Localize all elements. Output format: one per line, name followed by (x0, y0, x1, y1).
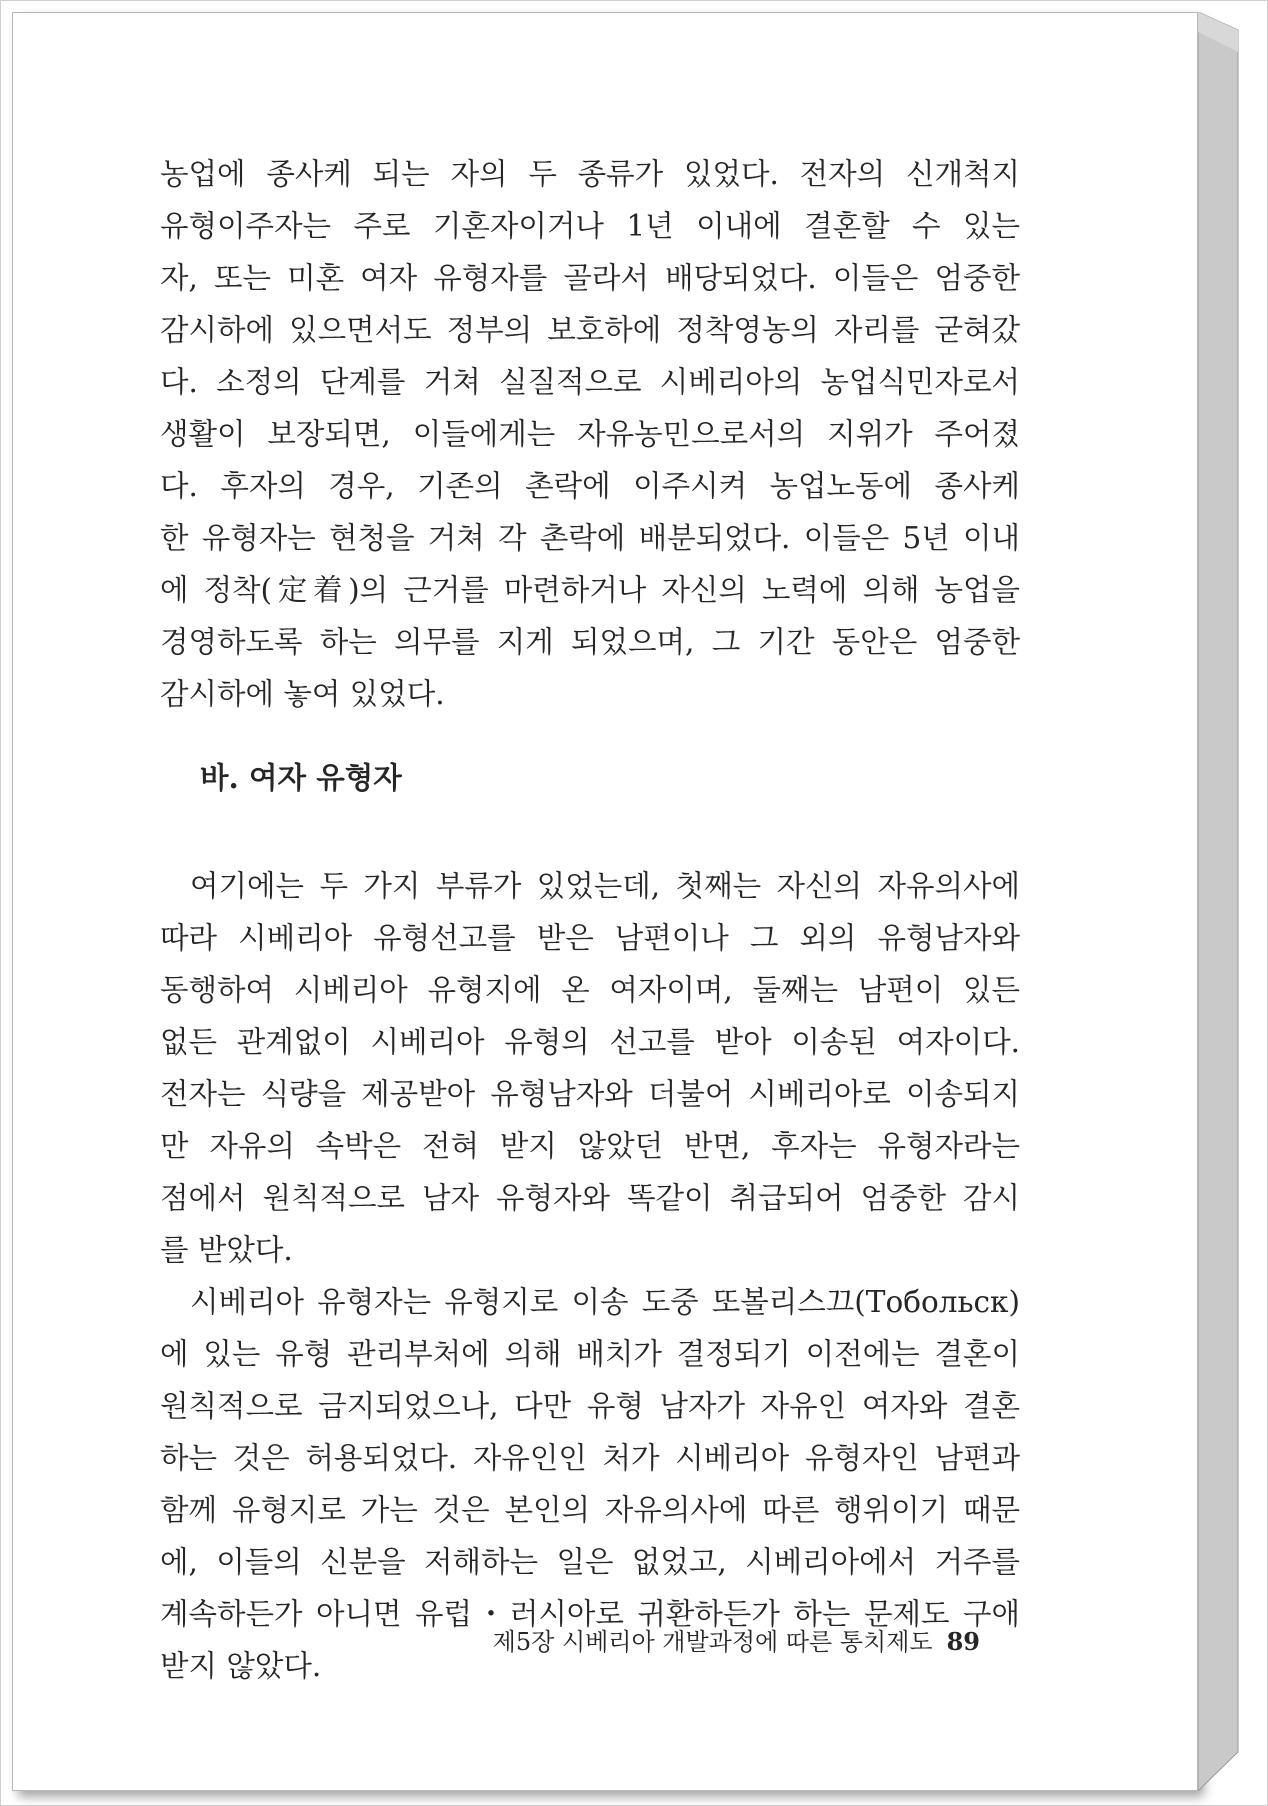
book-spine-shape (1198, 12, 1246, 1791)
text-line: 한 유형자는 현청을 거쳐 각 촌락에 배분되었다. 이들은 5년 이내 (160, 521, 1020, 555)
text-line: 를 받았다. (160, 1233, 293, 1267)
text-line: 함께 유형지로 가는 것은 본인의 자유의사에 따른 행위이기 때문 (160, 1493, 1020, 1527)
text-line: 농업에 종사케 되는 자의 두 종류가 있었다. 전자의 신개척지 (160, 157, 1020, 191)
text-line: 원칙적으로 금지되었으나, 다만 유형 남자가 자유인 여자와 결혼 (160, 1389, 1020, 1423)
text-line: 감시하에 있으면서도 정부의 보호하에 정착영농의 자리를 굳혀갔 (160, 313, 1020, 347)
book-spine (1198, 12, 1246, 1791)
frame-top-line (0, 0, 1268, 1)
page-number: 89 (946, 1627, 980, 1656)
paragraph-women-exiles-1 (160, 860, 1020, 1276)
paragraph-block-top (160, 148, 1020, 720)
text-line: 점에서 원칙적으로 남자 유형자와 똑같이 취급되어 엄중한 감시 (160, 1181, 1020, 1215)
text-line: 만 자유의 속박은 전혀 받지 않았던 반면, 후자는 유형자라는 (160, 1129, 1020, 1163)
frame-left-line (0, 0, 1, 1806)
text-line: 다. 후자의 경우, 기존의 촌락에 이주시켜 농업노동에 종사케 (160, 469, 1020, 503)
text-line: 여기에는 두 가지 부류가 있었는데, 첫째는 자신의 자유의사에 (190, 869, 1020, 903)
text-line: 동행하여 시베리아 유형지에 온 여자이며, 둘째는 남편이 있든 (160, 973, 1020, 1007)
section-heading: 바. 여자 유형자 (200, 760, 402, 795)
body-text (160, 148, 1020, 1692)
text-line: 에 정착(定着)의 근거를 마련하거나 자신의 노력에 의해 농업을 (160, 573, 1020, 607)
text-line: 계속하든가 아니면 유럽・러시아로 귀환하든가 하는 문제도 구애 (160, 1597, 1020, 1631)
text-line: 에, 이들의 신분을 저해하는 일은 없었고, 시베리아에서 거주를 (160, 1545, 1020, 1579)
text-line: 받지 않았다. (160, 1649, 322, 1683)
spacer (160, 804, 1020, 860)
text-line: 유형이주자는 주로 기혼자이거나 1년 이내에 결혼할 수 있는 (160, 209, 1020, 243)
text-line: 생활이 보장되면, 이들에게는 자유농민으로서의 지위가 주어졌 (160, 417, 1020, 451)
text-line: 다. 소정의 단계를 거쳐 실질적으로 시베리아의 농업식민자로서 (160, 365, 1020, 399)
text-line: 에 있는 유형 관리부처에 의해 배치가 결정되기 이전에는 결혼이 (160, 1337, 1020, 1371)
text-line: 전자는 식량을 제공받아 유형남자와 더불어 시베리아로 이송되지 (160, 1077, 1020, 1111)
text-line: 없든 관계없이 시베리아 유형의 선고를 받아 이송된 여자이다. (160, 1025, 1020, 1059)
text-line: 따라 시베리아 유형선고를 받은 남편이나 그 외의 유형남자와 (160, 921, 1020, 955)
spacer (160, 720, 1020, 752)
text-line: 시베리아 유형자는 유형지로 이송 도중 또볼리스끄(Тобольск) (190, 1285, 1020, 1319)
text-line: 경영하도록 하는 의무를 지게 되었으며, 그 기간 동안은 엄중한 (160, 625, 1020, 659)
text-line: 하는 것은 허용되었다. 자유인인 처가 시베리아 유형자인 남편과 (160, 1441, 1020, 1475)
text-line: 감시하에 놓여 있었다. (160, 677, 445, 711)
chapter-title: 제5장 시베리아 개발과정에 따른 통치제도 (492, 1628, 933, 1656)
text-line: 자, 또는 미혼 여자 유형자를 골라서 배당되었다. 이들은 엄중한 (160, 261, 1020, 295)
page-footer (160, 1622, 980, 1657)
